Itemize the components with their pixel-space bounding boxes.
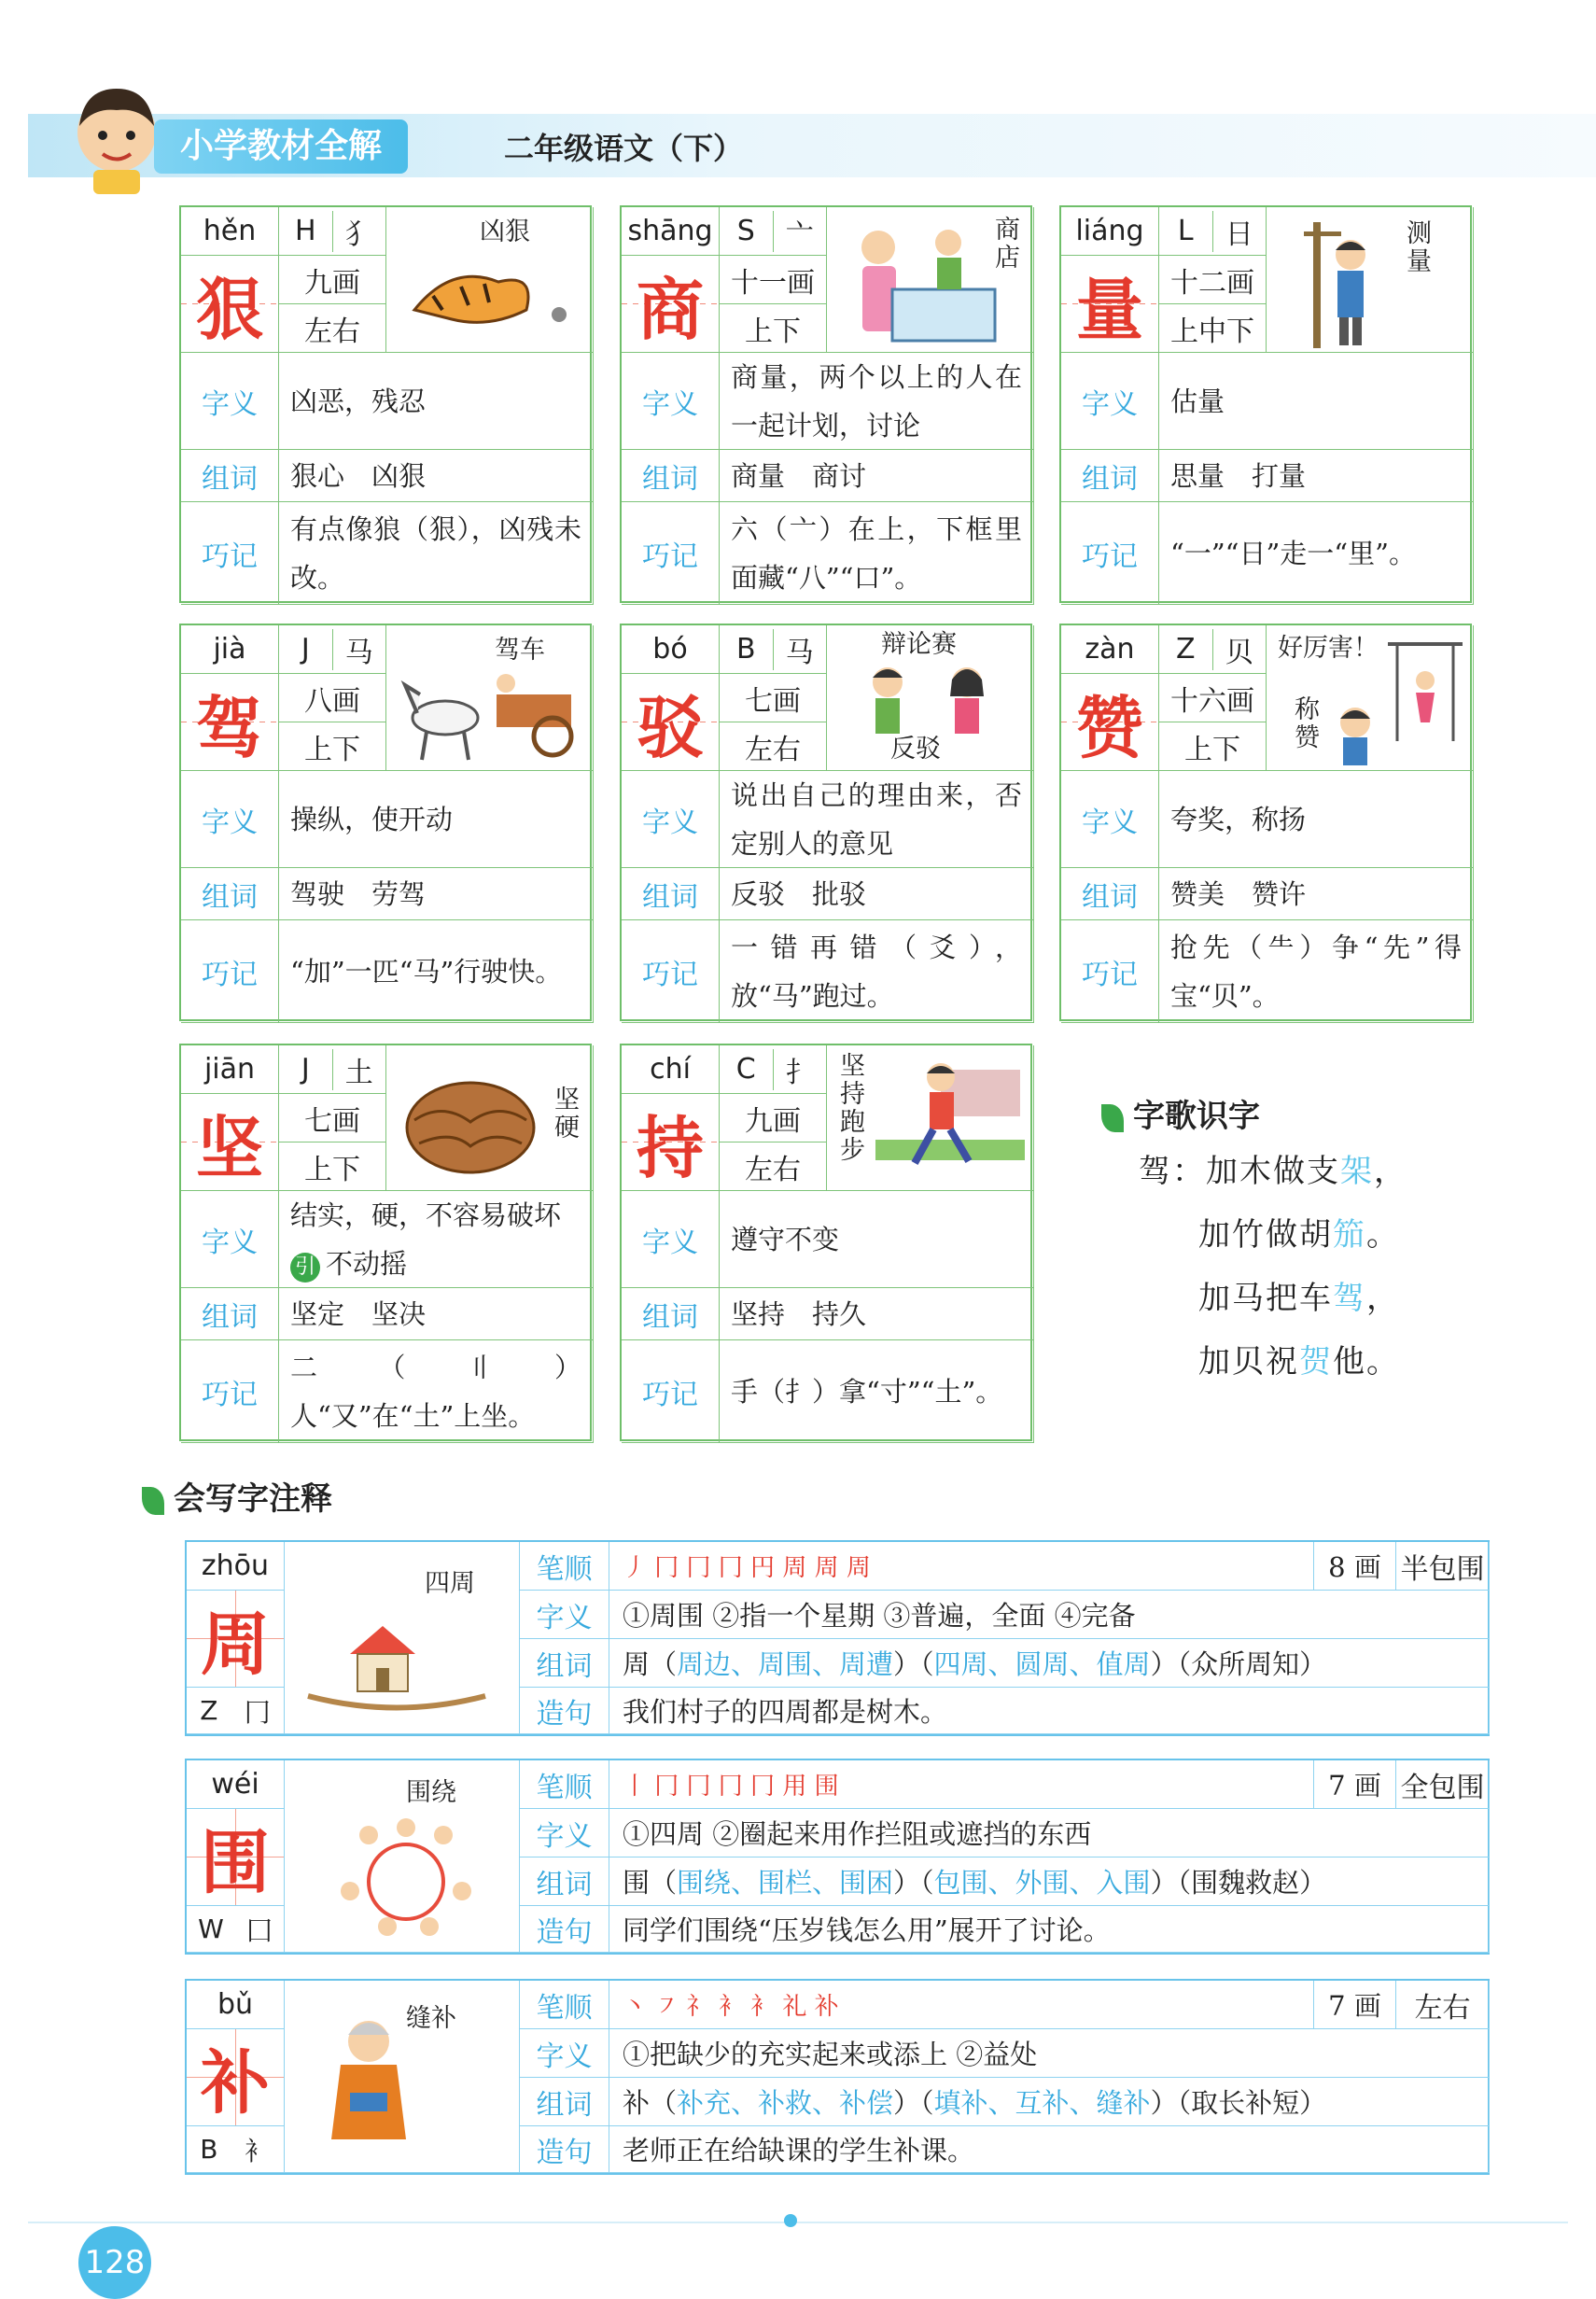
page-number: 128 (78, 2226, 151, 2299)
char-card (1059, 205, 1472, 603)
pinyin: chí (622, 1045, 720, 1094)
structure: 左右 (279, 304, 386, 353)
tip-value: “加”一匹“马”行驶快。 (279, 920, 594, 1023)
words-value: 补（ 补充、补救、补偿 ）（ 填补、互补、缝补 ）（取长补短） (609, 2078, 1490, 2126)
meaning-label: 字义 (181, 1191, 279, 1288)
order-label: 笔顺 (520, 1542, 609, 1591)
words-value: 坚持 持久 (720, 1288, 1034, 1340)
big-character: 驾 (181, 674, 279, 771)
brand-title: 小学教材全解 (154, 119, 408, 174)
tip-label: 巧记 (181, 502, 279, 605)
illustration: 坚持跑步 (827, 1045, 1034, 1191)
sentence-label: 造句 (520, 1906, 609, 1953)
meaning-value: ①四周 ②圈起来用作拦阻或遮挡的东西 (609, 1809, 1490, 1857)
song-lines (1101, 1151, 1407, 1382)
tip-value: 抢先（⺧）争“先”得宝“贝”。 (1159, 920, 1474, 1023)
words-value: 商量 商讨 (720, 450, 1034, 502)
meaning-value: 说出自己的理由来，否定别人的意见 (720, 771, 1034, 868)
sentence-value: 老师正在给缺课的学生补课。 (609, 2126, 1490, 2173)
order-label: 笔顺 (520, 1981, 609, 2029)
tip-value: 二（〢）人“又”在“土”上坐。 (279, 1340, 594, 1443)
song-line: 加竹做胡笳。 (1198, 1216, 1400, 1254)
pinyin: liáng (1061, 207, 1159, 256)
big-character: 商 (622, 256, 720, 353)
big-character: 围 (187, 1809, 285, 1906)
stroke-order: 丶 ㇇ 礻 衤 衤 礼 补 (609, 1981, 1314, 2029)
meaning-value: 商量，两个以上的人在一起计划，讨论 (720, 353, 1034, 450)
meaning-value: ①把缺少的充实起来或添上 ②益处 (609, 2029, 1490, 2078)
structure: 上下 (279, 1142, 386, 1191)
stroke-order: 丿 冂 冂 冂 円 周 周 周 (609, 1542, 1314, 1591)
stroke-count: 九画 (720, 1094, 827, 1142)
illustration: 好厉害！ 称赞 (1267, 625, 1474, 771)
pinyin: shāng (622, 207, 720, 256)
words-label: 组词 (181, 868, 279, 920)
stroke-count: 九画 (279, 256, 386, 304)
words-label: 组词 (520, 1639, 609, 1688)
meaning-value: 操纵，使开动 (279, 771, 594, 868)
stroke-order: 丨 冂 冂 冂 冂 用 围 (609, 1760, 1314, 1809)
pinyin: bó (622, 625, 720, 674)
order-label: 笔顺 (520, 1760, 609, 1809)
meaning-label: 字义 (622, 353, 720, 450)
meaning-label: 字义 (520, 2029, 609, 2078)
pinyin: bǔ (187, 1981, 285, 2029)
tip-label: 巧记 (1061, 502, 1159, 605)
tip-label: 巧记 (622, 502, 720, 605)
structure: 左右 (1396, 1981, 1490, 2029)
structure: 上下 (720, 304, 827, 353)
char-card (620, 624, 1032, 1021)
char-card (179, 205, 592, 603)
writing-table (185, 1979, 1490, 2175)
gymnast-icon (1276, 629, 1463, 769)
words-label: 组词 (1061, 868, 1159, 920)
sentence-label: 造句 (520, 2126, 609, 2173)
tiger-icon (396, 245, 582, 338)
words-label: 组词 (622, 1288, 720, 1340)
stroke-count: 十二画 (1159, 256, 1267, 304)
words-label: 组词 (520, 1857, 609, 1906)
words-value: 反驳 批驳 (720, 868, 1034, 920)
horse-cart-icon (394, 666, 590, 769)
extended-meaning-badge: 引 (290, 1253, 320, 1283)
tip-value: 手（扌）拿“寸”“土”。 (720, 1340, 1034, 1443)
structure: 左右 (720, 1142, 827, 1191)
stroke-count: 十六画 (1159, 674, 1267, 722)
song-section (1101, 1090, 1407, 1382)
tip-label: 巧记 (181, 1340, 279, 1443)
tip-value: 有点像狼（狠），凶残未改。 (279, 502, 594, 605)
illustration: 驾车 (386, 625, 594, 771)
pinyin: jiān (181, 1045, 279, 1094)
words-label: 组词 (622, 450, 720, 502)
initial-radical: L 日 (1159, 207, 1267, 256)
structure: 上下 (1159, 722, 1267, 771)
illustration: 四周 (285, 1542, 520, 1734)
leaf-icon (142, 1487, 164, 1515)
stroke-count: 八画 (279, 674, 386, 722)
initial-radical: W 囗 (187, 1906, 285, 1953)
illustration: 商店 (827, 207, 1034, 353)
debate-kids-icon (836, 659, 1023, 743)
writing-table (185, 1540, 1490, 1736)
stroke-count: 七画 (279, 1094, 386, 1142)
words-value: 狠心 凶狠 (279, 450, 594, 502)
meaning-label: 字义 (520, 1591, 609, 1639)
running-boy-icon (875, 1051, 1025, 1191)
meaning-label: 字义 (181, 353, 279, 450)
tip-label: 巧记 (181, 920, 279, 1023)
structure: 全包围 (1396, 1760, 1490, 1809)
initial-radical: J 马 (279, 625, 386, 674)
book-subject: 二年级语文（下） (504, 131, 744, 166)
shop-icon (836, 215, 1004, 355)
words-value: 驾驶 劳驾 (279, 868, 594, 920)
song-title: 字歌识字 (1101, 1090, 1407, 1136)
walnut-icon (396, 1064, 554, 1185)
structure: 上中下 (1159, 304, 1267, 353)
char-card (179, 624, 592, 1021)
stroke-count: 十一画 (720, 256, 827, 304)
footer-line (28, 2222, 1568, 2223)
big-character: 量 (1061, 256, 1159, 353)
tip-value: “一”“日”走一“里”。 (1159, 502, 1474, 605)
big-character: 狠 (181, 256, 279, 353)
meaning-value: 结实，硬，不容易破坏 引 不动摇 (279, 1191, 594, 1288)
illustration: 辩论赛 反驳 (827, 625, 1034, 771)
song-line: 驾：加木做支架， (1139, 1153, 1407, 1190)
footer-dot (784, 2214, 797, 2227)
tip-label: 巧记 (622, 1340, 720, 1443)
big-character: 坚 (181, 1094, 279, 1191)
big-character: 赞 (1061, 674, 1159, 771)
tip-value: 六（亠）在上，下框里面藏“八”“口”。 (720, 502, 1034, 605)
char-card (620, 205, 1032, 603)
words-value: 坚定 坚决 (279, 1288, 594, 1340)
song-line: 加马把车驾， (1198, 1280, 1400, 1317)
illustration: 围绕 (285, 1760, 520, 1953)
measure-height-icon (1276, 213, 1407, 353)
initial-radical: C 扌 (720, 1045, 827, 1094)
pinyin: zhōu (187, 1542, 285, 1591)
stroke-count: 7 画 (1314, 1981, 1396, 2029)
words-value: 周（ 周边、周围、周遭 ）（ 四周、圆周、值周 ）（众所周知） (609, 1639, 1490, 1688)
leaf-icon (1101, 1104, 1124, 1132)
initial-radical: Z 贝 (1159, 625, 1267, 674)
structure: 左右 (720, 722, 827, 771)
illustration: 测量 (1267, 207, 1474, 353)
tip-label: 巧记 (622, 920, 720, 1023)
pinyin: zàn (1061, 625, 1159, 674)
meaning-value: 凶恶，残忍 (279, 353, 594, 450)
meaning-label: 字义 (622, 1191, 720, 1288)
initial-radical: B 衤 (187, 2126, 285, 2173)
grandma-sewing-icon (313, 2009, 425, 2149)
initial-radical: J 土 (279, 1045, 386, 1094)
pinyin: jià (181, 625, 279, 674)
meaning-label: 字义 (181, 771, 279, 868)
sentence-value: 我们村子的四周都是树木。 (609, 1688, 1490, 1734)
stroke-count: 7 画 (1314, 1760, 1396, 1809)
illustration: 凶狠 (386, 207, 594, 353)
words-label: 组词 (622, 868, 720, 920)
char-card (1059, 624, 1472, 1021)
words-value: 赞美 赞许 (1159, 868, 1474, 920)
illustration: 坚硬 (386, 1045, 594, 1191)
tip-value: 一错再错（爻），放“马”跑过。 (720, 920, 1034, 1023)
structure: 上下 (279, 722, 386, 771)
initial-radical: B 马 (720, 625, 827, 674)
sentence-value: 同学们围绕“压岁钱怎么用”展开了讨论。 (609, 1906, 1490, 1953)
house-fence-icon (303, 1617, 490, 1719)
sentence-label: 造句 (520, 1688, 609, 1734)
stroke-count: 七画 (720, 674, 827, 722)
meaning-value: ①周围 ②指一个星期 ③普遍，全面 ④完备 (609, 1591, 1490, 1639)
pinyin: wéi (187, 1760, 285, 1809)
meaning-label: 字义 (1061, 771, 1159, 868)
char-card (620, 1044, 1032, 1441)
pinyin: hěn (181, 207, 279, 256)
initial-radical: H 犭 (279, 207, 386, 256)
meaning-label: 字义 (520, 1809, 609, 1857)
meaning-value: 遵守不变 (720, 1191, 1034, 1288)
words-label: 组词 (520, 2078, 609, 2126)
char-card (179, 1044, 592, 1441)
words-label: 组词 (181, 450, 279, 502)
tip-label: 巧记 (1061, 920, 1159, 1023)
writing-section-title: 会写字注释 (142, 1473, 332, 1519)
stroke-count: 8 画 (1314, 1542, 1396, 1591)
illustration: 缝补 (285, 1981, 520, 2173)
words-value: 围（ 围绕、围栏、围困 ）（ 包围、外围、入围 ）（围魏救赵） (609, 1857, 1490, 1906)
meaning-label: 字义 (622, 771, 720, 868)
words-label: 组词 (181, 1288, 279, 1340)
big-character: 周 (187, 1591, 285, 1688)
big-character: 补 (187, 2029, 285, 2126)
song-line: 加贝祝贺他。 (1198, 1343, 1400, 1381)
big-character: 持 (622, 1094, 720, 1191)
initial-radical: S 亠 (720, 207, 827, 256)
meaning-label: 字义 (1061, 353, 1159, 450)
kids-circle-icon (313, 1816, 499, 1938)
words-label: 组词 (1061, 450, 1159, 502)
initial-radical: Z 冂 (187, 1688, 285, 1734)
words-value: 思量 打量 (1159, 450, 1474, 502)
writing-table (185, 1759, 1490, 1955)
big-character: 驳 (622, 674, 720, 771)
structure: 半包围 (1396, 1542, 1490, 1591)
meaning-value: 估量 (1159, 353, 1474, 450)
meaning-value: 夸奖，称扬 (1159, 771, 1474, 868)
